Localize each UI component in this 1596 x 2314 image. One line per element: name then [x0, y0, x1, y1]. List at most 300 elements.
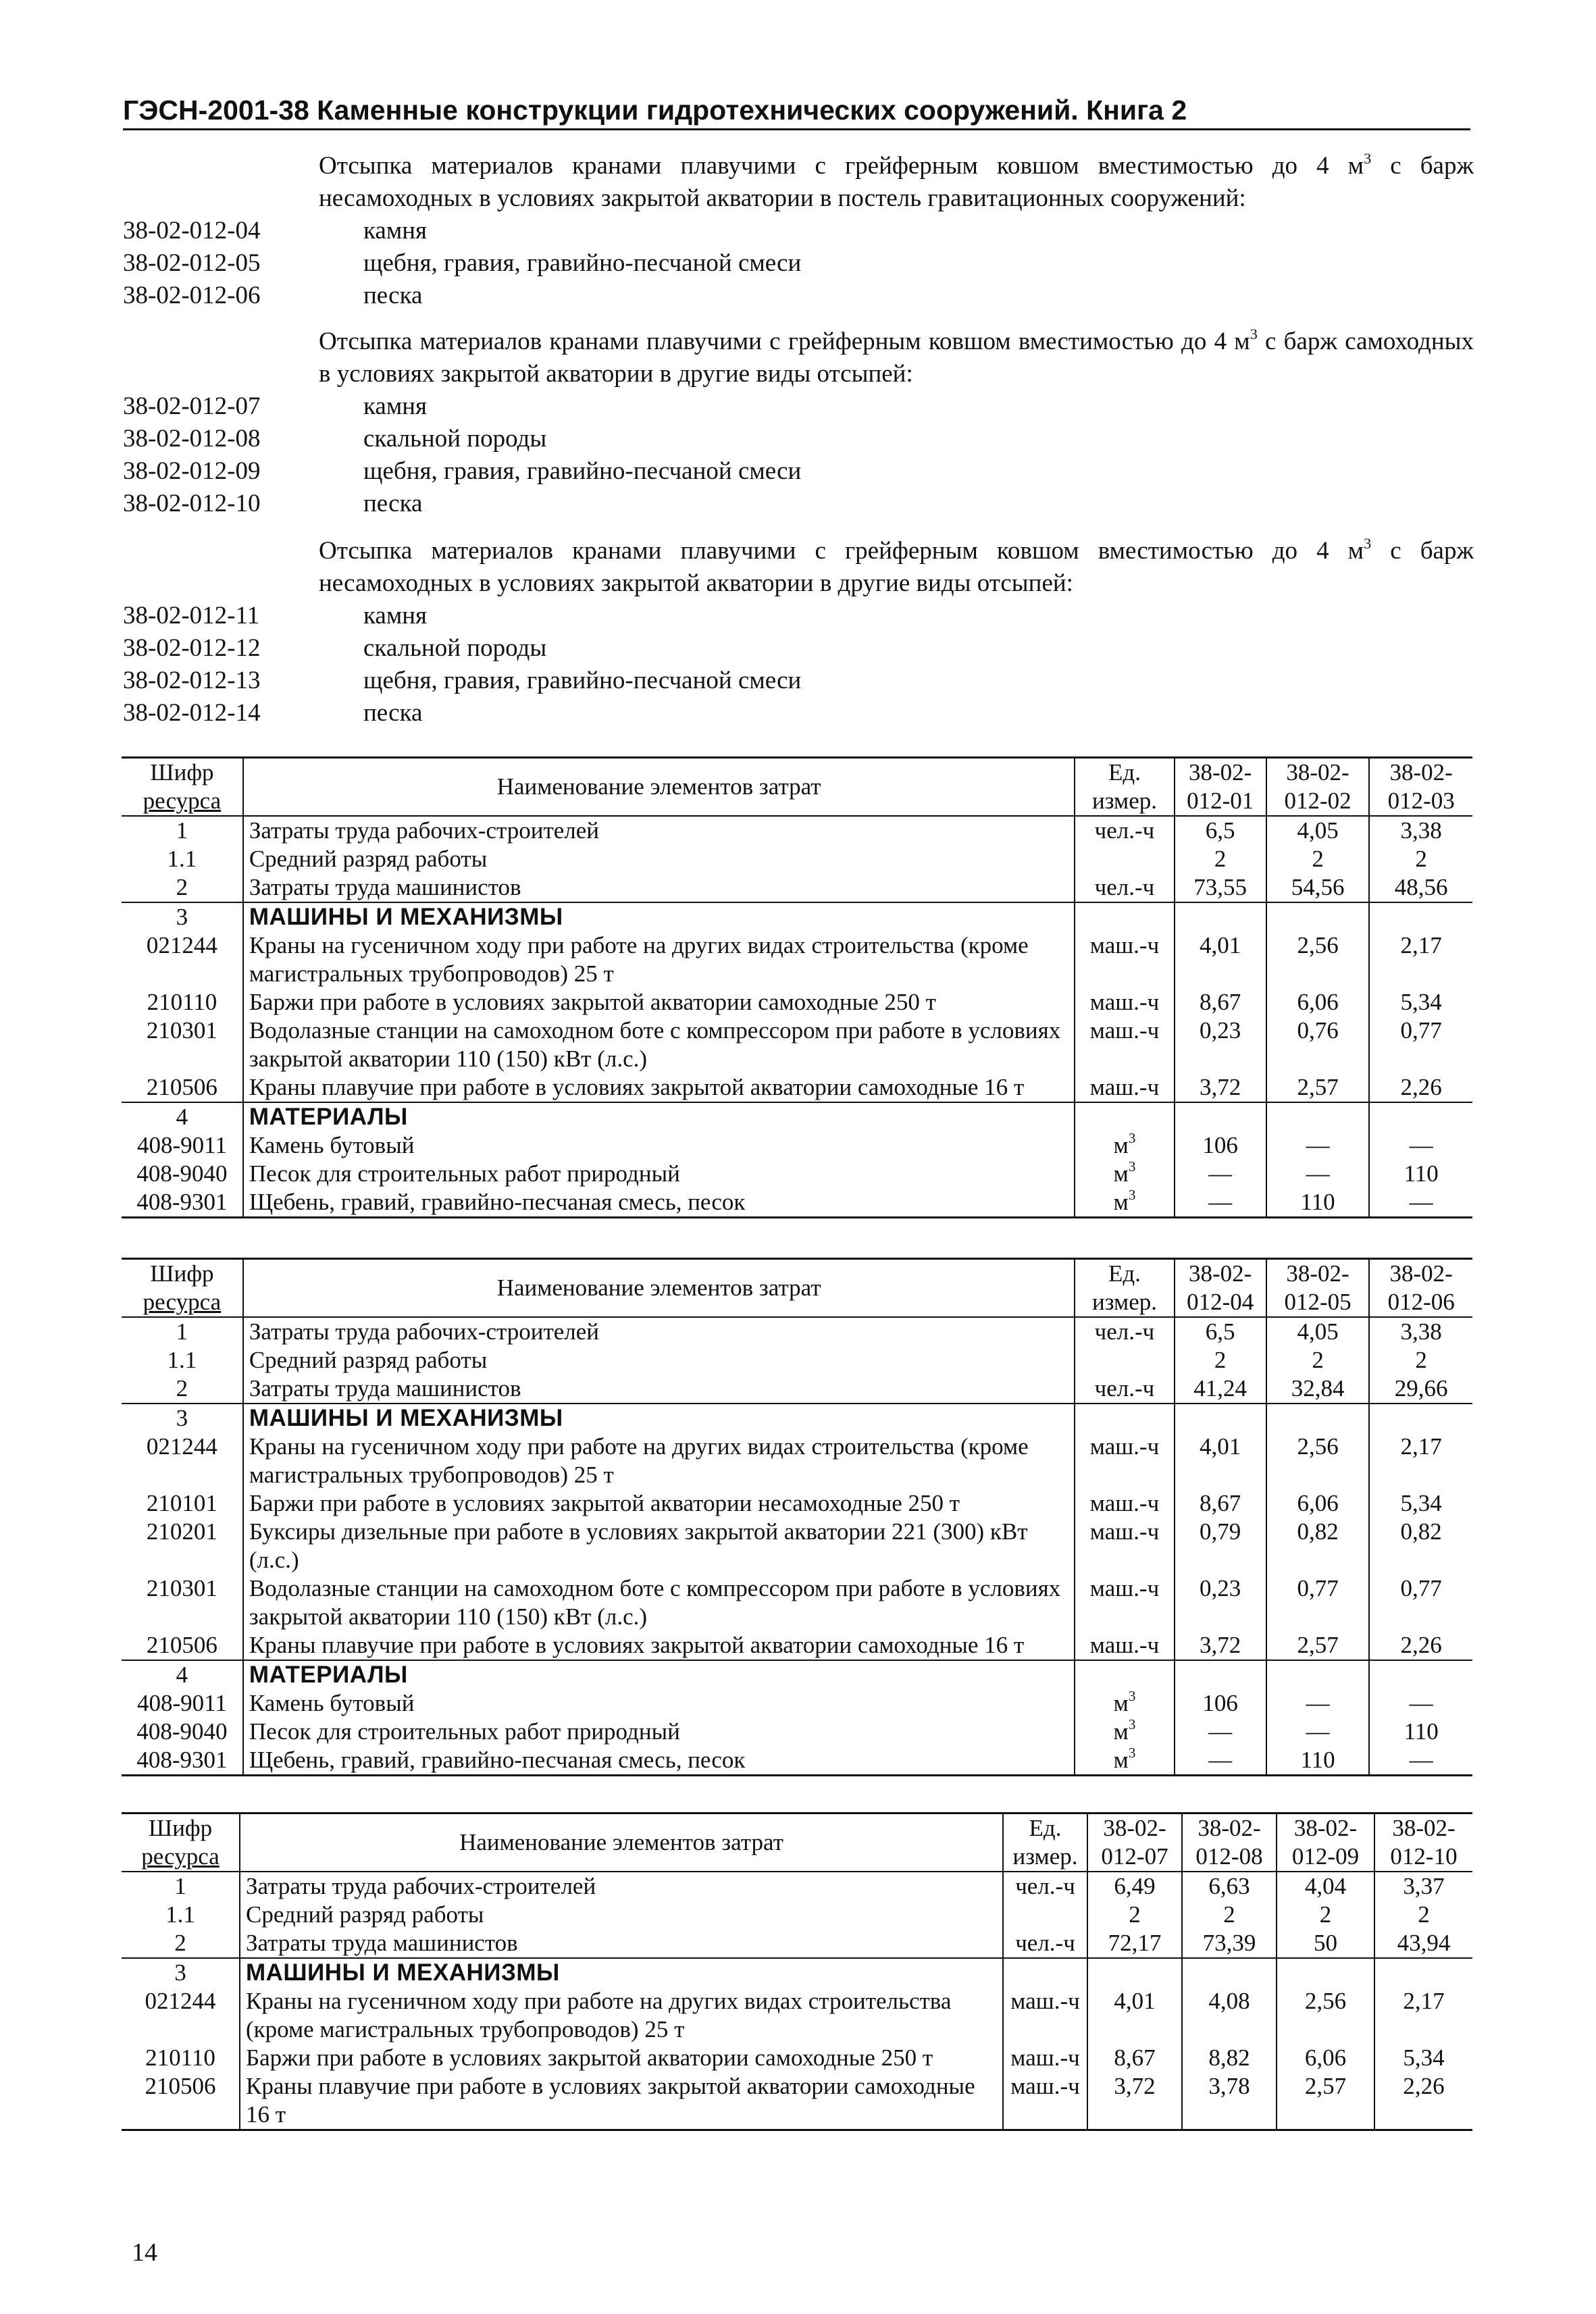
cell-norm-value: 2,17 — [1369, 931, 1472, 988]
cell-norm-value: 0,23 — [1175, 1017, 1266, 1073]
cell-unit: маш.-ч — [1003, 2044, 1087, 2072]
cell-resource-code: 4 — [122, 1102, 243, 1131]
cell-resource-code: 1.1 — [167, 846, 197, 872]
cell-resource-code: 210201 — [146, 1518, 217, 1545]
cell-unit — [1003, 1958, 1087, 1987]
cell-resource-code: 1.1 — [167, 1347, 197, 1373]
cell-norm-value: 8,67 — [1175, 1489, 1266, 1518]
section-3 — [123, 535, 1474, 729]
cell-unit: $м^3$ — [1075, 1160, 1174, 1188]
table-row — [122, 902, 1472, 931]
cell-resource-code: 3 — [122, 902, 243, 931]
cell-resource-code: 408-9011 — [136, 1132, 227, 1158]
cell-norm-value: 2,17 — [1369, 1433, 1472, 1489]
cell-section-title: МАТЕРИАЛЫ — [243, 1660, 1075, 1689]
intro-sup: 3 — [1364, 149, 1372, 167]
norm-code: 38-02-012-04 — [123, 217, 261, 245]
table-row — [122, 1901, 1472, 1929]
intro-text: Отсыпка материалов кранами плавучими с грейферным ковшом вместимостью до 4 м — [319, 152, 1364, 180]
cell-unit: $м^3$ — [1075, 1718, 1174, 1746]
table-row — [122, 1131, 1472, 1160]
cell-element-name: Баржи при работе в условиях закрытой акватории самоходные 250 т — [243, 988, 1075, 1017]
cell-resource-code: 021244 — [146, 932, 217, 958]
norm-code: 38-02-012-14 — [123, 699, 261, 727]
cell-element-name: Водолазные станции на самоходном боте с компрессором при работе в условиях закрытой акватории 110 (150) кВт (л.с.) — [243, 1017, 1075, 1073]
table-row — [122, 1346, 1472, 1374]
table-row — [122, 1574, 1472, 1631]
cell-norm-value: 8,82 — [1182, 2044, 1277, 2072]
table-body — [122, 816, 1472, 1218]
table-row — [122, 1160, 1472, 1188]
table-row — [122, 1404, 1472, 1433]
table-row — [122, 1660, 1472, 1689]
cell-resource-code: 1 — [174, 1873, 186, 1899]
norm-code: 38-02-012-05 — [123, 249, 261, 277]
cell-element-name: Камень бутовый — [243, 1689, 1075, 1718]
cell-norm-value: — — [1266, 1689, 1370, 1718]
cell-norm-value: 110 — [1369, 1160, 1472, 1188]
cell-norm-value: 73,39 — [1182, 1929, 1277, 1958]
cell-norm-value: 5,34 — [1369, 1489, 1472, 1518]
cell-norm-value: 2 — [1369, 1346, 1472, 1374]
norm-name: камня — [363, 392, 428, 420]
cell-norm-value — [1175, 1102, 1266, 1131]
cell-norm-value: 8,67 — [1087, 2044, 1182, 2072]
cell-norm-value: 2,56 — [1266, 931, 1370, 988]
cell-element-name: Затраты труда машинистов — [243, 873, 1075, 902]
cell-element-name: Затраты труда рабочих-строителей — [240, 1872, 1003, 1901]
cell-norm-value: 3,38 — [1369, 1317, 1472, 1346]
norm-item — [123, 455, 1474, 488]
cell-norm-value: 6,06 — [1266, 988, 1370, 1017]
cell-element-name: Баржи при работе в условиях закрытой акватории самоходные 250 т — [240, 2044, 1003, 2072]
intro-text: с барж несамоходных в условиях закрытой акватории в другие виды отсыпей: — [319, 537, 1474, 597]
cell-norm-value: 2,57 — [1266, 1073, 1370, 1102]
norm-item — [123, 390, 1474, 423]
norm-code: 38-02-012-06 — [123, 282, 261, 309]
cell-element-name: Щебень, гравий, гравийно-песчаная смесь, песок — [243, 1746, 1075, 1776]
col-header-norm: 38-02- 012-02 — [1266, 758, 1370, 817]
cell-norm-value — [1182, 1958, 1277, 1987]
intro-text: с барж несамоходных в условиях закрытой акватории в постель гравитационных сооружений: — [319, 152, 1474, 212]
norm-item — [123, 247, 1474, 280]
cell-unit — [1075, 902, 1174, 931]
table-row — [122, 1872, 1472, 1901]
cell-unit: маш.-ч — [1075, 1489, 1174, 1518]
cell-norm-value: 8,67 — [1175, 988, 1266, 1017]
cell-element-name: Краны на гусеничном ходу при работе на других видах строительства (кроме магистральных трубопроводов) 25 т — [243, 1433, 1075, 1489]
cell-element-name: Средний разряд работы — [240, 1901, 1003, 1929]
table-row — [122, 1374, 1472, 1404]
cell-norm-value — [1369, 1102, 1472, 1131]
cell-norm-value: — — [1369, 1131, 1472, 1160]
col-header-norm: 38-02- 012-05 — [1266, 1259, 1370, 1318]
table-row — [122, 1017, 1472, 1073]
cell-norm-value: 0,79 — [1175, 1518, 1266, 1574]
norm-item — [123, 488, 1474, 520]
cell-norm-value: 4,01 — [1087, 1987, 1182, 2044]
cell-norm-value — [1266, 1660, 1370, 1689]
cell-resource-code: 210110 — [147, 989, 217, 1015]
cell-norm-value: 5,34 — [1369, 988, 1472, 1017]
cell-resource-code: 210506 — [122, 2072, 240, 2130]
norm-item — [123, 632, 1474, 665]
norm-name: песка — [363, 699, 423, 727]
cell-norm-value: 6,49 — [1087, 1872, 1182, 1901]
cell-unit: маш.-ч — [1075, 1631, 1174, 1660]
table-row — [122, 1073, 1472, 1102]
cell-norm-value: 4,08 — [1182, 1987, 1277, 2044]
cell-resource-code: 2 — [176, 1375, 188, 1402]
cell-element-name: Краны плавучие при работе в условиях закрытой акватории самоходные 16 т — [243, 1073, 1075, 1102]
norm-code: 38-02-012-12 — [123, 634, 261, 662]
cell-section-title: МАШИНЫ И МЕХАНИЗМЫ — [243, 1404, 1075, 1433]
cell-resource-code: 408-9301 — [122, 1746, 243, 1776]
table-row — [122, 931, 1472, 988]
table-body — [122, 1872, 1472, 2130]
cell-section-title: МАТЕРИАЛЫ — [243, 1102, 1075, 1131]
cell-norm-value: 3,38 — [1369, 816, 1472, 845]
norm-name: скальной породы — [363, 425, 547, 453]
cell-norm-value: 2,26 — [1369, 1073, 1472, 1102]
cell-unit: чел.-ч — [1075, 1317, 1174, 1346]
cell-norm-value: 2 — [1175, 845, 1266, 873]
table-row — [122, 1188, 1472, 1218]
resource-table-1 — [122, 756, 1472, 1218]
cell-norm-value: — — [1369, 1689, 1472, 1718]
resource-table-3 — [122, 1812, 1472, 2131]
cell-norm-value: 2 — [1182, 1901, 1277, 1929]
cell-norm-value — [1266, 1404, 1370, 1433]
norm-code: 38-02-012-10 — [123, 490, 261, 517]
table-row — [122, 1689, 1472, 1718]
table-row — [122, 845, 1472, 873]
cell-unit: маш.-ч — [1075, 931, 1174, 988]
norm-name: камня — [363, 602, 428, 629]
cell-norm-value: 2 — [1369, 845, 1472, 873]
cell-norm-value: 6,06 — [1266, 1489, 1370, 1518]
cell-section-title: МАШИНЫ И МЕХАНИЗМЫ — [243, 902, 1075, 931]
cell-norm-value: 5,34 — [1374, 2044, 1472, 2072]
cell-norm-value: — — [1369, 1746, 1472, 1776]
section-2 — [123, 326, 1474, 520]
cell-element-name: Затраты труда машинистов — [243, 1374, 1075, 1404]
table-row — [122, 816, 1472, 845]
cell-element-name: Затраты труда рабочих-строителей — [243, 816, 1075, 845]
norm-item — [123, 423, 1474, 455]
col-header-code: Шифр ресурса — [122, 1259, 243, 1318]
cell-unit: $м^3$ — [1075, 1131, 1174, 1160]
table-row — [122, 873, 1472, 902]
page-number: 14 — [132, 2238, 157, 2267]
cell-norm-value: 0,76 — [1266, 1017, 1370, 1073]
table-row — [122, 1929, 1472, 1958]
table-row — [122, 1718, 1472, 1746]
cell-unit — [1075, 1346, 1174, 1374]
cell-unit: $м^3$ — [1075, 1188, 1174, 1218]
cell-unit: маш.-ч — [1075, 988, 1174, 1017]
cell-unit — [1075, 1404, 1174, 1433]
cell-norm-value — [1374, 1958, 1472, 1987]
table-row — [122, 1631, 1472, 1660]
cell-unit: чел.-ч — [1003, 1872, 1087, 1901]
cell-norm-value: 2,26 — [1374, 2072, 1472, 2130]
cell-resource-code: 408-9040 — [136, 1718, 228, 1745]
cell-norm-value: 0,82 — [1369, 1518, 1472, 1574]
table-row — [122, 1102, 1472, 1131]
cell-norm-value — [1369, 1660, 1472, 1689]
table-header-row — [122, 758, 1472, 817]
cell-norm-value: 6,06 — [1277, 2044, 1374, 2072]
norm-item — [123, 665, 1474, 697]
cell-resource-code: 1 — [176, 817, 188, 844]
norm-code: 38-02-012-08 — [123, 425, 261, 453]
norm-code: 38-02-012-07 — [123, 392, 261, 420]
cell-norm-value: 4,04 — [1277, 1872, 1374, 1901]
cell-resource-code: 021244 — [145, 1988, 216, 2014]
cell-norm-value — [1277, 1958, 1374, 1987]
cell-unit — [1075, 845, 1174, 873]
cell-norm-value: 106 — [1175, 1689, 1266, 1718]
col-header-name: Наименование элементов затрат — [240, 1814, 1003, 1872]
cell-unit: $м^3$ — [1075, 1689, 1174, 1718]
table-row — [122, 2072, 1472, 2130]
cell-resource-code: 1 — [176, 1318, 188, 1345]
intro-sup: 3 — [1364, 534, 1372, 552]
cell-norm-value — [1087, 1958, 1182, 1987]
norm-name: песка — [363, 490, 423, 517]
norm-name: щебня, гравия, гравийно-песчаной смеси — [363, 667, 802, 694]
cell-resource-code: 1.1 — [165, 1901, 195, 1928]
cell-norm-value: 3,72 — [1175, 1073, 1266, 1102]
cell-norm-value: 4,01 — [1175, 931, 1266, 988]
cell-unit: маш.-ч — [1075, 1574, 1174, 1631]
cell-element-name: Песок для строительных работ природный — [243, 1160, 1075, 1188]
col-header-norm: 38-02- 012-03 — [1369, 758, 1472, 817]
col-header-norm: 38-02- 012-10 — [1374, 1814, 1472, 1872]
cell-unit: маш.-ч — [1075, 1433, 1174, 1489]
cell-element-name: Средний разряд работы — [243, 1346, 1075, 1374]
cell-element-name: Краны плавучие при работе в условиях закрытой акватории самоходные 16 т — [240, 2072, 1003, 2130]
cell-norm-value: 110 — [1369, 1718, 1472, 1746]
cell-resource-code: 2 — [176, 874, 188, 900]
norm-name: песка — [363, 282, 423, 309]
cell-norm-value: 0,77 — [1369, 1574, 1472, 1631]
cell-element-name: Баржи при работе в условиях закрытой акватории несамоходные 250 т — [243, 1489, 1075, 1518]
col-header-norm: 38-02- 012-07 — [1087, 1814, 1182, 1872]
norm-name: скальной породы — [363, 634, 547, 662]
cell-resource-code: 210101 — [146, 1490, 217, 1516]
section-intro — [319, 326, 1474, 390]
cell-norm-value: 0,77 — [1369, 1017, 1472, 1073]
col-header-norm: 38-02- 012-09 — [1277, 1814, 1374, 1872]
cell-norm-value: — — [1175, 1746, 1266, 1776]
cell-norm-value: — — [1175, 1188, 1266, 1218]
norm-code: 38-02-012-13 — [123, 667, 261, 694]
intro-sup: 3 — [1250, 325, 1258, 342]
intro-text: с барж самоходных в условиях закрытой акватории в другие виды отсыпей: — [319, 328, 1474, 388]
cell-unit: маш.-ч — [1075, 1518, 1174, 1574]
cell-norm-value: 2 — [1175, 1346, 1266, 1374]
cell-norm-value: 73,55 — [1175, 873, 1266, 902]
col-header-unit: Ед. измер. — [1003, 1814, 1087, 1872]
cell-unit: маш.-ч — [1075, 1073, 1174, 1102]
cell-norm-value: 2 — [1266, 845, 1370, 873]
norm-name: щебня, гравия, гравийно-песчаной смеси — [363, 457, 802, 485]
table-header-row — [122, 1259, 1472, 1318]
cell-norm-value: 110 — [1266, 1746, 1370, 1776]
table-row — [122, 1433, 1472, 1489]
cell-element-name: Краны на гусеничном ходу при работе на других видах строительства (кроме магистральных трубопроводов) 25 т — [243, 931, 1075, 988]
cell-norm-value: 2,17 — [1374, 1987, 1472, 2044]
cell-resource-code: 021244 — [146, 1433, 217, 1460]
cell-norm-value: 0,82 — [1266, 1518, 1370, 1574]
cell-element-name: Затраты труда машинистов — [240, 1929, 1003, 1958]
page-header: ГЭСН-2001-38 Каменные конструкции гидротехнических сооружений. Книга 2 — [123, 93, 1470, 130]
cell-norm-value — [1175, 1404, 1266, 1433]
cell-resource-code: 210301 — [146, 1575, 217, 1601]
col-header-name: Наименование элементов затрат — [243, 1259, 1075, 1318]
cell-element-name: Щебень, гравий, гравийно-песчаная смесь, песок — [243, 1188, 1075, 1218]
cell-unit: $м^3$ — [1075, 1746, 1174, 1776]
cell-norm-value: 2 — [1087, 1901, 1182, 1929]
col-header-name: Наименование элементов затрат — [243, 758, 1075, 817]
col-header-unit: Ед. измер. — [1075, 758, 1174, 817]
cell-norm-value: 48,56 — [1369, 873, 1472, 902]
cell-norm-value: 50 — [1277, 1929, 1374, 1958]
norm-item — [123, 280, 1474, 312]
cell-resource-code: 408-9011 — [136, 1690, 227, 1716]
cell-resource-code: 210506 — [146, 1074, 217, 1100]
cell-unit — [1075, 1660, 1174, 1689]
cell-norm-value: 4,05 — [1266, 1317, 1370, 1346]
cell-element-name: Затраты труда рабочих-строителей — [243, 1317, 1075, 1346]
cell-norm-value: 6,63 — [1182, 1872, 1277, 1901]
cell-norm-value: — — [1266, 1131, 1370, 1160]
cell-norm-value — [1369, 1404, 1472, 1433]
cell-unit: маш.-ч — [1075, 1017, 1174, 1073]
cell-norm-value: — — [1266, 1160, 1370, 1188]
cell-unit: чел.-ч — [1075, 873, 1174, 902]
cell-resource-code: 408-9040 — [136, 1160, 228, 1187]
cell-norm-value: 54,56 — [1266, 873, 1370, 902]
cell-element-name: Камень бутовый — [243, 1131, 1075, 1160]
table-row — [122, 988, 1472, 1017]
cell-norm-value: 3,37 — [1374, 1872, 1472, 1901]
table-body — [122, 1317, 1472, 1776]
cell-unit: маш.-ч — [1003, 1987, 1087, 2044]
table-row — [122, 2044, 1472, 2072]
intro-text: Отсыпка материалов кранами плавучими с грейферным ковшом вместимостью до 4 м — [319, 328, 1250, 355]
cell-unit: чел.-ч — [1003, 1929, 1087, 1958]
cell-norm-value: 32,84 — [1266, 1374, 1370, 1404]
section-intro — [319, 150, 1474, 215]
cell-norm-value — [1175, 1660, 1266, 1689]
norm-code: 38-02-012-11 — [123, 602, 260, 629]
cell-norm-value: 2,56 — [1266, 1433, 1370, 1489]
cell-norm-value — [1175, 902, 1266, 931]
table-header-row — [122, 1814, 1472, 1872]
cell-norm-value: 2 — [1266, 1346, 1370, 1374]
cell-norm-value: 4,01 — [1175, 1433, 1266, 1489]
table-row — [122, 1987, 1472, 2044]
intro-text: Отсыпка материалов кранами плавучими с грейферным ковшом вместимостью до 4 м — [319, 537, 1364, 565]
cell-norm-value: 72,17 — [1087, 1929, 1182, 1958]
cell-norm-value: 6,5 — [1175, 1317, 1266, 1346]
cell-norm-value: 3,78 — [1182, 2072, 1277, 2130]
cell-norm-value — [1369, 902, 1472, 931]
cell-unit: чел.-ч — [1075, 1374, 1174, 1404]
cell-resource-code: 2 — [174, 1930, 186, 1956]
cell-resource-code: 3 — [122, 1958, 240, 1987]
cell-section-title: МАШИНЫ И МЕХАНИЗМЫ — [240, 1958, 1003, 1987]
cell-norm-value — [1266, 1102, 1370, 1131]
cell-element-name: Буксиры дизельные при работе в условиях закрытой акватории 221 (300) кВт (л.с.) — [243, 1518, 1075, 1574]
cell-norm-value: 2,57 — [1266, 1631, 1370, 1660]
cell-element-name: Краны плавучие при работе в условиях закрытой акватории самоходные 16 т — [243, 1631, 1075, 1660]
table-row — [122, 1317, 1472, 1346]
table-row — [122, 1489, 1472, 1518]
resource-table-2 — [122, 1258, 1472, 1776]
cell-unit — [1075, 1102, 1174, 1131]
table-row — [122, 1958, 1472, 1987]
section-1 — [123, 150, 1474, 312]
cell-norm-value: 110 — [1266, 1188, 1370, 1218]
cell-norm-value: 0,23 — [1175, 1574, 1266, 1631]
cell-norm-value: 29,66 — [1369, 1374, 1472, 1404]
col-header-unit: Ед. измер. — [1075, 1259, 1174, 1318]
cell-norm-value: 4,05 — [1266, 816, 1370, 845]
norm-item — [123, 600, 1474, 632]
cell-norm-value: 43,94 — [1374, 1929, 1472, 1958]
cell-norm-value: — — [1175, 1160, 1266, 1188]
cell-resource-code: 408-9301 — [122, 1188, 243, 1218]
col-header-norm: 38-02- 012-01 — [1175, 758, 1266, 817]
col-header-norm: 38-02- 012-04 — [1175, 1259, 1266, 1318]
table-row — [122, 1518, 1472, 1574]
norm-name: камня — [363, 217, 428, 245]
cell-unit: маш.-ч — [1003, 2072, 1087, 2130]
cell-element-name: Краны на гусеничном ходу при работе на других видах строительства (кроме магистральных трубопроводов) 25 т — [240, 1987, 1003, 2044]
col-header-code: Шифр ресурса — [122, 758, 243, 817]
section-intro — [319, 535, 1474, 600]
cell-norm-value: 6,5 — [1175, 816, 1266, 845]
norm-code: 38-02-012-09 — [123, 457, 261, 485]
cell-unit: чел.-ч — [1075, 816, 1174, 845]
cell-norm-value: 2 — [1277, 1901, 1374, 1929]
cell-resource-code: 3 — [122, 1404, 243, 1433]
cell-resource-code: 210301 — [146, 1017, 217, 1044]
cell-norm-value: — — [1175, 1718, 1266, 1746]
cell-norm-value: 41,24 — [1175, 1374, 1266, 1404]
norm-name: щебня, гравия, гравийно-песчаной смеси — [363, 249, 802, 277]
cell-resource-code: 4 — [122, 1660, 243, 1689]
col-header-norm: 38-02- 012-08 — [1182, 1814, 1277, 1872]
cell-norm-value: 2,26 — [1369, 1631, 1472, 1660]
cell-element-name: Водолазные станции на самоходном боте с компрессором при работе в условиях закрытой акватории 110 (150) кВт (л.с.) — [243, 1574, 1075, 1631]
cell-norm-value: — — [1266, 1718, 1370, 1746]
cell-norm-value: 106 — [1175, 1131, 1266, 1160]
cell-norm-value: 2,57 — [1277, 2072, 1374, 2130]
cell-element-name: Песок для строительных работ природный — [243, 1718, 1075, 1746]
cell-norm-value — [1266, 902, 1370, 931]
cell-norm-value: 2 — [1374, 1901, 1472, 1929]
cell-resource-code: 210110 — [145, 2045, 215, 2071]
cell-unit — [1003, 1901, 1087, 1929]
cell-norm-value: 3,72 — [1175, 1631, 1266, 1660]
cell-norm-value: — — [1369, 1188, 1472, 1218]
cell-norm-value: 3,72 — [1087, 2072, 1182, 2130]
